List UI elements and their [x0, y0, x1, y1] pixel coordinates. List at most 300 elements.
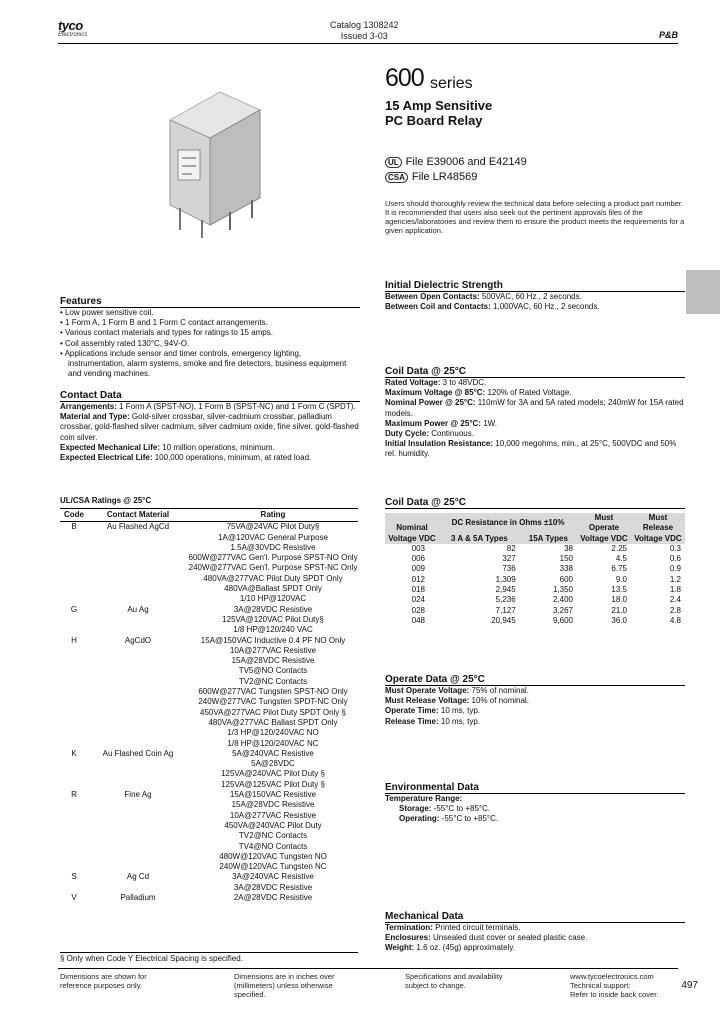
coil-table-section [385, 497, 685, 509]
header-rule [58, 43, 678, 44]
rating-value: 5A@28VDC [251, 759, 295, 769]
max-power-value: 1W. [480, 418, 497, 428]
operating-value: -55°C to +85°C. [439, 814, 499, 824]
open-contacts-label: Between Open Contacts: [385, 292, 480, 301]
operate-section [385, 674, 685, 727]
coil-must-operate: 21.0 [611, 605, 627, 615]
ratings-row [60, 687, 358, 697]
rating-code [60, 533, 88, 543]
rating-material: Au Flashed Coin Ag [102, 748, 174, 758]
rating-material [88, 852, 188, 862]
rating-value: 15A@150VAC Inductive 0.4 PF NO Only [200, 635, 346, 645]
temp-range-label: Temperature Range: [385, 794, 463, 803]
ratings-row [60, 739, 358, 749]
contact-section [60, 390, 360, 463]
csa-file-text: File LR48569 [411, 171, 478, 183]
release-time-value: 10 ms, typ. [438, 716, 481, 726]
ratings-row [60, 574, 358, 584]
coil-must-release: 0.3 [669, 543, 681, 553]
rating-code [60, 780, 88, 790]
ul-file-row [385, 156, 527, 168]
duty-cycle-label: Duty Cycle: [385, 429, 430, 439]
rating-code [60, 728, 88, 738]
rating-material [88, 708, 188, 718]
coil-nominal-voltage: 009 [411, 564, 425, 574]
coil-nominal-voltage: 012 [411, 574, 425, 584]
ul-mark-icon: UL [385, 157, 402, 168]
coil-must-release: 2.4 [669, 595, 681, 605]
ratings-row [60, 842, 358, 852]
coil-table-header-row-1 [385, 513, 685, 528]
tyco-logo-sub: Electronics [58, 32, 88, 38]
rating-value: 1/3 HP@120/240VAC NO [227, 728, 319, 738]
rating-material [88, 533, 188, 543]
rating-material [88, 646, 188, 656]
rating-value: 450VA@240VAC Pilot Duty [224, 820, 322, 830]
operating-label: Operating: [399, 814, 440, 824]
rating-material [88, 563, 188, 573]
must-operate-label: Must Operate Voltage: [385, 686, 470, 695]
rating-code [60, 666, 88, 676]
ul-file-text: File E39006 and E42149 [405, 156, 527, 168]
insulation-value: 10,000 megohms, min., at 25°C, 500VDC and 50% rel. humidity. [385, 439, 677, 459]
relay-product-image [160, 80, 270, 240]
arrangements-label: Arrangements: [60, 402, 117, 411]
ratings-table-wrap [60, 508, 358, 903]
title-line-1: 15 Amp Sensitive [385, 98, 493, 113]
coil-nominal-voltage: 003 [411, 543, 425, 553]
rating-material [88, 800, 188, 810]
coil-must-release: 0.6 [669, 554, 681, 564]
coil-contacts-label: Between Coil and Contacts: [385, 302, 491, 312]
ratings-table [60, 508, 358, 903]
rating-value: 600W@277VAC Gen'l. Purpose SPST-NO Only [188, 553, 358, 563]
header-material: Contact Material [88, 509, 188, 522]
coil-res-15a: 3,267 [552, 605, 573, 615]
coil-must-operate: 4.5 [615, 554, 627, 564]
max-voltage-label: Maximum Voltage @ 85°C: [385, 388, 486, 398]
weight-value: 1.6 oz. (45g) approximately. [414, 943, 515, 953]
dielectric-heading: Initial Dielectric Strength [385, 280, 503, 291]
rating-value: 2A@28VDC Resistive [233, 892, 313, 902]
coil-res-3a5a: 5,236 [495, 595, 516, 605]
coil-body [385, 378, 685, 460]
section-tab [686, 270, 720, 314]
coil-res-3a5a: 327 [502, 554, 516, 564]
max-power-label: Maximum Power @ 25°C: [385, 418, 481, 428]
ratings-title: UL/CSA Ratings @ 25°C [60, 496, 152, 505]
rating-code [60, 842, 88, 852]
rating-material [88, 553, 188, 563]
product-title [385, 98, 492, 128]
rating-value: 125VA@125VAC Pilot Duty § [221, 779, 325, 789]
dielectric-body [385, 292, 685, 312]
coil-row [385, 595, 685, 605]
rating-material [88, 780, 188, 790]
termination-value: Printed circuit terminals. [432, 923, 521, 932]
coil-res-3a5a: 2,945 [495, 585, 516, 595]
nominal-power-value: 110mW for 3A and 5A rated models; 240mW for 15A rated models. [385, 398, 684, 418]
ratings-row [60, 862, 358, 872]
footer-col-2 [234, 972, 334, 999]
ratings-row [60, 800, 358, 810]
ratings-row [60, 677, 358, 687]
environmental-section [385, 782, 685, 825]
rating-code [60, 852, 88, 862]
rating-code: G [70, 604, 78, 614]
coil-res-3a5a: 82 [506, 543, 516, 553]
ratings-row [60, 811, 358, 821]
coil-res-3a5a: 1,309 [495, 574, 516, 584]
rating-code [60, 821, 88, 831]
must-operate-value: 75% of nominal. [469, 686, 529, 695]
header-nominal-voltage: Nominal Voltage VDC [385, 513, 439, 544]
elec-life-label: Expected Electrical Life: [60, 453, 153, 463]
rating-material [88, 574, 188, 584]
ratings-row [60, 821, 358, 831]
rating-material [88, 811, 188, 821]
rating-code [60, 831, 88, 841]
footer-col-4 [570, 972, 658, 999]
coil-res-15a: 1,350 [552, 585, 573, 595]
ratings-row [60, 718, 358, 728]
environmental-body [385, 794, 685, 825]
rating-material [88, 769, 188, 779]
rating-code [60, 646, 88, 656]
coil-must-operate: 2.25 [611, 543, 627, 553]
rating-code [60, 883, 88, 893]
rating-material [88, 687, 188, 697]
rating-code: B [71, 522, 77, 532]
rating-code: K [71, 748, 77, 758]
rating-material [88, 543, 188, 553]
ratings-row [60, 594, 358, 604]
must-release-value: 10% of nominal. [469, 696, 529, 706]
ratings-body [60, 522, 358, 903]
footer-text: specified. [234, 990, 266, 999]
series-number: 600 [385, 64, 424, 92]
rating-value: 450VA@277VAC Pilot Duty SPDT Only § [200, 707, 346, 717]
rating-material [88, 883, 188, 893]
ratings-row [60, 522, 358, 533]
release-time-label: Release Time: [385, 716, 439, 726]
footer-text: Refer to inside back cover. [570, 990, 659, 999]
ratings-row [60, 543, 358, 553]
footer-text: reference purposes only. [60, 981, 142, 990]
material-label: Material and Type: [60, 412, 130, 422]
catalog-info [330, 20, 399, 42]
rating-value: 1/10 HP@120VAC [239, 594, 307, 604]
coil-row [385, 616, 685, 626]
coil-table-heading: Coil Data @ 25°C [385, 497, 466, 508]
rating-code: S [71, 872, 77, 882]
mechanical-section [385, 911, 685, 954]
coil-table-rule [385, 508, 685, 509]
termination-label: Termination: [385, 923, 433, 932]
rating-value: 3A@240VAC Resistive [232, 872, 314, 882]
storage-value: -55°C to +85°C. [431, 804, 491, 814]
rating-value: 3A@28VDC Resistive [233, 882, 313, 892]
footer-text: (millimeters) unless otherwise [234, 981, 333, 990]
ratings-row [60, 605, 358, 615]
feature-item: • Various contact materials and types for ratings to 15 amps. [60, 328, 273, 338]
coil-row [385, 585, 685, 595]
ratings-row [60, 656, 358, 666]
rating-code [60, 718, 88, 728]
elec-life-value: 100,000 operations, minimum, at rated load. [152, 453, 312, 463]
rating-code: H [71, 635, 77, 645]
coil-res-15a: 150 [559, 554, 573, 564]
coil-nominal-voltage: 006 [411, 554, 425, 564]
coil-section [385, 366, 685, 460]
contact-heading: Contact Data [60, 390, 122, 401]
series-word: series [430, 75, 473, 92]
rating-material [88, 759, 188, 769]
ratings-footnote: § Only when Code Y Electrical Spacing is specified. [60, 952, 358, 963]
rating-value: 240W@277VAC Gen'l. Purpose SPST-NC Only [188, 563, 358, 573]
ratings-row [60, 615, 358, 625]
open-contacts-value: 500VAC, 60 Hz., 2 seconds. [479, 292, 582, 301]
rating-material: Au Ag [127, 604, 149, 614]
rating-value: 1.5A@30VDC Resistive [230, 542, 316, 552]
dielectric-section [385, 280, 685, 312]
rating-value: 480W@120VAC Tungsten NO [219, 851, 327, 861]
rating-material: Ag Cd [126, 872, 150, 882]
rating-code [60, 739, 88, 749]
rating-value: TV2@NC Contacts [238, 676, 308, 686]
issued-date: Issued 3-03 [340, 31, 388, 41]
coil-row [385, 606, 685, 616]
coil-res-15a: 2,400 [552, 595, 573, 605]
rating-material [88, 862, 188, 872]
insulation-label: Initial Insulation Resistance: [385, 439, 494, 449]
ratings-row [60, 883, 358, 893]
ratings-row [60, 533, 358, 543]
rating-material [88, 666, 188, 676]
csa-file-row [385, 171, 477, 183]
mech-life-label: Expected Mechanical Life: [60, 442, 161, 452]
rating-code [60, 656, 88, 666]
feature-item: • Applications include sensor and timer controls, emergency lighting, instrumentation, alarm systems, smoke and fire detectors, business equipment and vending machines. [60, 348, 347, 379]
coil-res-15a: 9,600 [552, 615, 573, 625]
features-heading: Features [60, 296, 102, 307]
header-dc-resistance: DC Resistance in Ohms ±10% [439, 513, 577, 528]
coil-nominal-voltage: 048 [411, 615, 425, 625]
rating-material [88, 739, 188, 749]
environmental-heading: Environmental Data [385, 782, 479, 793]
rating-material: Au Flashed AgCd [106, 522, 170, 532]
coil-must-operate: 36.0 [611, 615, 627, 625]
ratings-row [60, 769, 358, 779]
rating-material [88, 677, 188, 687]
features-section [60, 296, 360, 379]
rating-value: 1/8 HP@120/240VAC NC [227, 738, 319, 748]
rated-voltage-label: Rated Voltage: [385, 378, 441, 387]
coil-must-release: 1.2 [669, 574, 681, 584]
rating-value: 480VA@Ballast SPDT Only [224, 584, 322, 594]
operate-time-value: 10 ms, typ. [438, 706, 481, 716]
enclosures-value: Unsealed dust cover or sealed plastic case. [430, 933, 588, 943]
footer-text: Dimensions are shown for [60, 972, 147, 981]
rating-code [60, 677, 88, 687]
ratings-row [60, 584, 358, 594]
intro-text: Users should thoroughly review the technical data before selecting a product part number. It is recommended that users also seek out the pertinent approvals files of the agencies/laboratories and review them to ensure the product meets the requirements for a given application. [385, 199, 685, 235]
ratings-row [60, 852, 358, 862]
ratings-row [60, 749, 358, 759]
ratings-row [60, 666, 358, 676]
rating-material [88, 842, 188, 852]
coil-must-operate: 13.5 [611, 585, 627, 595]
coil-nominal-voltage: 018 [411, 585, 425, 595]
header-must-release: Must Release Voltage VDC [631, 513, 685, 544]
coil-contacts-value: 1,000VAC, 60 Hz., 2 seconds. [490, 302, 600, 312]
coil-must-release: 4.8 [669, 615, 681, 625]
rating-value: 600W@277VAC Tungsten SPST-NO Only [198, 687, 348, 697]
footer-text: Specifications and availability [405, 972, 503, 981]
coil-table-wrap [385, 513, 685, 626]
rating-material [88, 656, 188, 666]
rating-code [60, 594, 88, 604]
coil-must-release: 2.8 [669, 605, 681, 615]
rating-value: 3A@28VDC Resistive [233, 604, 313, 614]
ratings-row [60, 872, 358, 882]
coil-nominal-voltage: 024 [411, 595, 425, 605]
brand-mark: P&B [658, 30, 678, 40]
rating-material [88, 728, 188, 738]
rating-code [60, 615, 88, 625]
header-15a: 15A Types [520, 528, 577, 543]
rating-code [60, 769, 88, 779]
catalog-number: Catalog 1308242 [330, 20, 399, 30]
footer-text: subject to change. [405, 981, 466, 990]
rating-value: 15A@28VDC Resistive [231, 656, 315, 666]
rating-value: 1/8 HP@120/240 VAC [233, 625, 313, 635]
page-number: 497 [681, 980, 698, 991]
ratings-row [60, 646, 358, 656]
operate-time-label: Operate Time: [385, 706, 439, 716]
coil-table-body [385, 544, 685, 626]
rating-material [88, 615, 188, 625]
coil-table [385, 513, 685, 626]
rating-material: AgCdO [124, 635, 152, 645]
rating-material [88, 625, 188, 635]
feature-item: • Coil assembly rated 130°C, 94V-O. [60, 338, 190, 348]
coil-row [385, 575, 685, 585]
rating-value: TV2@NC Contacts [238, 831, 308, 841]
coil-must-operate: 6.75 [611, 564, 627, 574]
coil-row [385, 564, 685, 574]
rating-material [88, 831, 188, 841]
feature-item: • 1 Form A, 1 Form B and 1 Form C contact arrangements. [60, 318, 268, 328]
features-list [60, 308, 360, 379]
ratings-row [60, 759, 358, 769]
storage-label: Storage: [399, 804, 432, 814]
coil-res-15a: 338 [559, 564, 573, 574]
mechanical-heading: Mechanical Data [385, 911, 464, 922]
rating-value: 480VA@277VAC Pilot Duty SPDT Only [203, 573, 343, 583]
header-rating: Rating [188, 509, 358, 522]
coil-row [385, 554, 685, 564]
rating-code [60, 800, 88, 810]
arrangements-value: 1 Form A (SPST-NO), 1 Form B (SPST-NC) and 1 Form C (SPDT). [116, 402, 356, 411]
enclosures-label: Enclosures: [385, 933, 431, 943]
coil-heading: Coil Data @ 25°C [385, 366, 466, 377]
mechanical-body [385, 923, 685, 954]
rating-value: 5A@240VAC Resistive [232, 748, 314, 758]
csa-mark-icon: CSA [385, 172, 408, 183]
operate-heading: Operate Data @ 25°C [385, 674, 485, 685]
weight-label: Weight: [385, 943, 415, 953]
rating-value: TV4@NO Contacts [238, 841, 308, 851]
ratings-row [60, 636, 358, 646]
duty-cycle-value: Continuous. [429, 429, 474, 439]
title-line-2: PC Board Relay [385, 113, 483, 128]
material-value: Gold-silver crossbar, silver-cadmium crossbar, palladium crossbar, gold-flashed silver cadmium, silver cadmium oxide, fine silver, gold-flashed coin silver. [60, 412, 359, 442]
coil-must-release: 1.8 [669, 585, 681, 595]
rating-material [88, 697, 188, 707]
footer-text: Dimensions are in inches over [234, 972, 335, 981]
coil-nominal-voltage: 028 [411, 605, 425, 615]
ratings-row [60, 831, 358, 841]
rating-material [88, 584, 188, 594]
max-voltage-value: 120% of Rated Voltage. [485, 388, 572, 398]
ratings-row [60, 625, 358, 635]
rating-code [60, 811, 88, 821]
rating-value: TV5@NO Contacts [238, 666, 308, 676]
ratings-row [60, 563, 358, 573]
coil-res-15a: 38 [564, 543, 573, 553]
rating-code: V [71, 892, 77, 902]
rating-code [60, 697, 88, 707]
ratings-row [60, 708, 358, 718]
rating-value: 480VA@277VAC Ballast SPDT Only [208, 717, 338, 727]
coil-row [385, 544, 685, 554]
rating-code [60, 708, 88, 718]
rating-code [60, 862, 88, 872]
rating-material: Fine Ag [124, 790, 152, 800]
rating-code [60, 553, 88, 563]
rating-value: 125VA@120VAC Pilot Duty§ [222, 614, 324, 624]
footer-website-link[interactable]: www.tycoelectronics.com [570, 972, 654, 981]
rating-code [60, 687, 88, 697]
ratings-header-row [60, 509, 358, 522]
tyco-logo: tyco [58, 18, 83, 33]
rating-code [60, 584, 88, 594]
feature-item: • Low power sensitive coil. [60, 308, 154, 317]
rating-code: R [71, 790, 77, 800]
coil-res-15a: 600 [559, 574, 573, 584]
coil-res-3a5a: 20,945 [491, 615, 516, 625]
rating-material [88, 821, 188, 831]
rating-value: 15A@28VDC Resistive [231, 800, 315, 810]
rating-value: 10A@277VAC Resistive [229, 645, 317, 655]
header-code: Code [60, 509, 88, 522]
rating-code [60, 625, 88, 635]
rating-value: 1A@120VAC General Purpose [218, 532, 328, 542]
mech-life-value: 10 million operations, minimum. [160, 442, 275, 452]
coil-must-operate: 9.0 [615, 574, 627, 584]
ratings-row [60, 790, 358, 800]
rating-material [88, 594, 188, 604]
header-must-operate: Must Operate Voltage VDC [577, 513, 631, 544]
nominal-power-label: Nominal Power @ 25°C: [385, 398, 476, 408]
rated-voltage-value: 3 to 48VDC. [440, 378, 487, 387]
footer-col-3 [405, 972, 503, 990]
ratings-row [60, 697, 358, 707]
footer-rule [58, 968, 678, 969]
footer-col-1 [60, 972, 147, 990]
rating-code [60, 574, 88, 584]
